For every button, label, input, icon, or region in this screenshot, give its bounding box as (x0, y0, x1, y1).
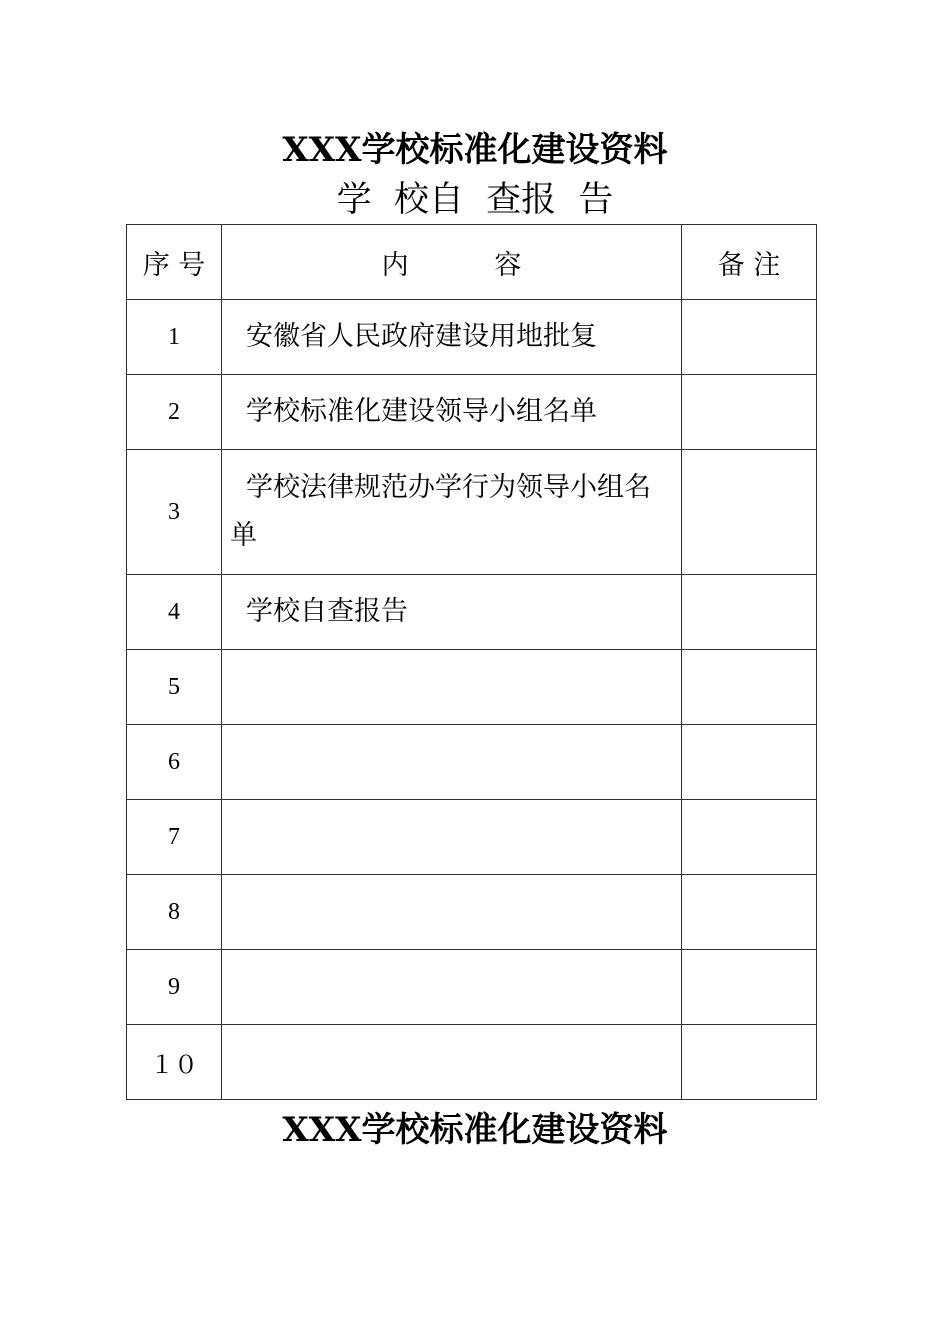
row-number: 7 (127, 800, 222, 875)
table-row (127, 950, 817, 1025)
row-content (222, 650, 682, 725)
row-note (682, 575, 817, 650)
header-content: 内 容 (222, 225, 682, 300)
row-number: 6 (127, 725, 222, 800)
row-note (682, 875, 817, 950)
row-note (682, 1025, 817, 1100)
table-row (127, 875, 817, 950)
contents-table (126, 224, 817, 1100)
row-note (682, 950, 817, 1025)
document-subtitle: 学 校自 查报 告 (336, 180, 614, 220)
table-row (127, 375, 817, 450)
table-header-row (127, 225, 817, 300)
document-footer-title: XXX学校标准化建设资料 (282, 1110, 668, 1150)
document-title: XXX学校标准化建设资料 (282, 130, 668, 170)
table-row (127, 800, 817, 875)
row-content (222, 1025, 682, 1100)
row-content (222, 800, 682, 875)
row-note (682, 800, 817, 875)
row-content: 学校标准化建设领导小组名单 (222, 375, 682, 450)
table-row (127, 300, 817, 375)
row-content: 学校自查报告 (222, 575, 682, 650)
table-row (127, 1025, 817, 1100)
row-number: 5 (127, 650, 222, 725)
header-remarks: 备 注 (682, 225, 817, 300)
row-note (682, 450, 817, 575)
row-number: 4 (127, 575, 222, 650)
row-content: 安徽省人民政府建设用地批复 (222, 300, 682, 375)
row-note (682, 300, 817, 375)
table-row (127, 725, 817, 800)
header-index: 序 号 (127, 225, 222, 300)
row-content (222, 950, 682, 1025)
row-number: 1 (127, 300, 222, 375)
row-note (682, 375, 817, 450)
table-row (127, 650, 817, 725)
row-number: 3 (127, 450, 222, 575)
row-number: 8 (127, 875, 222, 950)
row-content: 学校法律规范办学行为领导小组名单 (222, 450, 682, 575)
row-content (222, 725, 682, 800)
table-row (127, 450, 817, 575)
row-number: 9 (127, 950, 222, 1025)
row-number: 2 (127, 375, 222, 450)
row-note (682, 725, 817, 800)
row-number: １０ (127, 1025, 222, 1100)
row-note (682, 650, 817, 725)
row-content (222, 875, 682, 950)
table-row (127, 575, 817, 650)
